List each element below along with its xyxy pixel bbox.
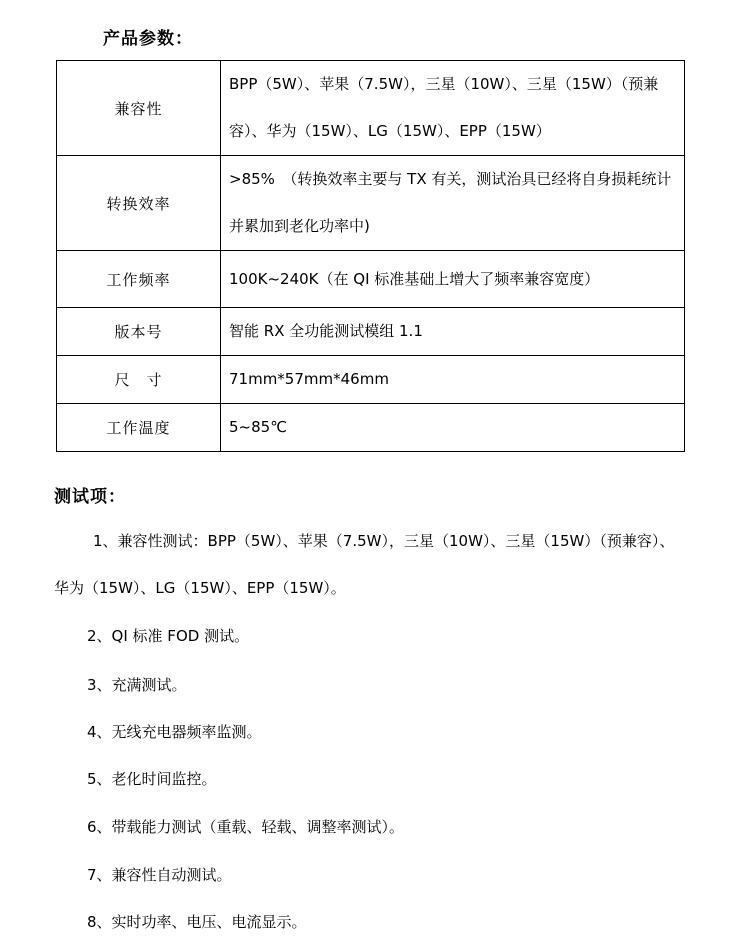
param-value-version: 智能 RX 全功能测试模组 1.1 [221, 308, 685, 356]
param-value-compatibility: BPP（5W）、苹果（7.5W），三星（10W）、三星（15W）（预兼容）、华为（15W）、LG（15W）、EPP（15W） [221, 61, 685, 156]
params-section-title: 产品参数： [103, 29, 193, 49]
table-row [57, 251, 685, 308]
table-row [57, 156, 685, 251]
param-value-size: 71mm*57mm*46mm [221, 356, 685, 404]
test-item-8: 8、实时功率、电压、电流显示。 [87, 913, 307, 931]
table-row [57, 404, 685, 452]
product-params-table [56, 60, 685, 452]
test-item-6: 6、带载能力测试（重载、轻载、调整率测试）。 [87, 818, 405, 836]
test-item-1: 1、兼容性测试：BPP（5W）、苹果（7.5W），三星（10W）、三星（15W）（预兼容）、 [93, 532, 675, 550]
param-label-size: 尺 寸 [57, 356, 221, 404]
test-item-7: 7、兼容性自动测试。 [87, 866, 232, 884]
test-item-1-continued: 华为（15W）、LG（15W）、EPP（15W）。 [54, 579, 346, 597]
param-value-frequency: 100K~240K（在 QI 标准基础上增大了频率兼容宽度） [221, 251, 685, 308]
table-row [57, 61, 685, 156]
param-label-frequency: 工作频率 [57, 251, 221, 308]
param-label-compatibility: 兼容性 [57, 61, 221, 156]
param-value-efficiency: >85% （转换效率主要与 TX 有关，测试治具已经将自身损耗统计并累加到老化功率中) [221, 156, 685, 251]
test-item-3: 3、充满测试。 [87, 676, 187, 694]
param-label-efficiency: 转换效率 [57, 156, 221, 251]
test-item-2: 2、QI 标准 FOD 测试。 [87, 627, 250, 645]
test-item-5: 5、老化时间监控。 [87, 770, 217, 788]
param-value-temperature: 5~85℃ [221, 404, 685, 452]
param-label-version: 版本号 [57, 308, 221, 356]
tests-section-title: 测试项： [54, 487, 126, 507]
table-row [57, 308, 685, 356]
table-row [57, 356, 685, 404]
param-label-temperature: 工作温度 [57, 404, 221, 452]
test-item-4: 4、无线充电器频率监测。 [87, 723, 262, 741]
